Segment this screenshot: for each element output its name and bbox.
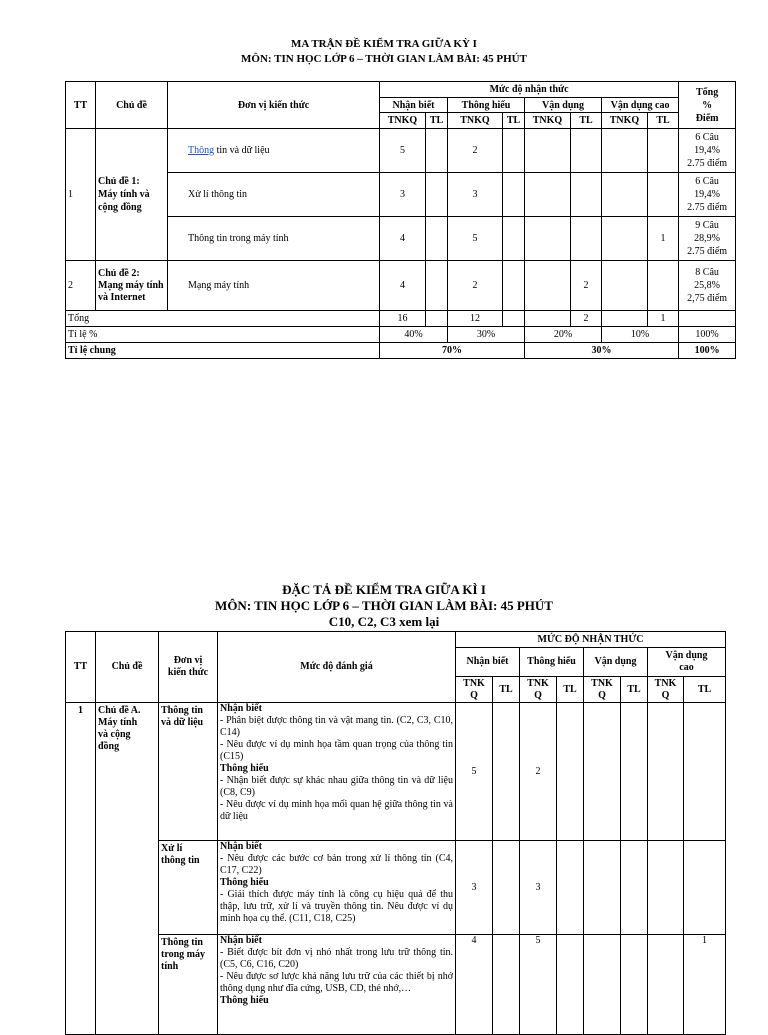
cell-th: 3 [520,841,557,935]
sub-header: TNKQ [525,113,571,129]
level-header: Vận dụng cao [648,648,726,677]
table-row [66,935,726,1035]
row-tt: 1 [66,703,96,1035]
sub-header: TL [493,677,520,703]
cell-vdc: 1 [684,935,726,1035]
spec-title: ĐẶC TẢ ĐỀ KIỂM TRA GIỮA KÌ I [282,582,486,597]
sum-th: 12 [448,311,503,327]
level-header: Thông hiểu [448,98,525,113]
cell-total: 6 Câu 19,4% 2.75 điểm [679,173,736,217]
table-row [66,841,726,935]
cell-total: 8 Câu 25,8% 2,75 điểm [679,261,736,311]
row-unit: Thông tin trong máy tính [159,935,218,1035]
cell-th: 5 [520,935,557,1035]
cell-vd [571,173,602,217]
sub-header: TNKQ [448,113,503,129]
sub-header: TNK Q [456,677,493,703]
row-tt: 2 [66,261,96,311]
col-header-level: Mức độ nhận thức [380,82,679,98]
level-header: Vận dụng [584,648,648,677]
cell-vdc [648,173,679,217]
row-eval: Nhận biết - Nêu được các bước cơ bản trong xử lí thông tin (C4, C17, C22) Thông hiểu - Giải thích được máy tính là công cụ hiệu quả để thu thập, lưu trữ, xử lí và truyền thông tin. Nêu được ví dụ minh họa cụ thể. (C11, C18, C25) [218,841,456,935]
row-unit: Thông tin và dữ liệu [168,129,380,173]
cell-total: 6 Câu 19,4% 2.75 điểm [679,129,736,173]
sub-header: TNK Q [648,677,684,703]
level-header: Nhận biết [456,648,520,677]
row-eval: Nhận biết - Biết được bít đơn vị nhỏ nhất trong lưu trữ thông tin. (C5, C6, C16, C20) - Nêu được sơ lược khả năng lưu trữ của các thiết bị nhớ thông dụng như đĩa cứng, USB, CD, thẻ nhớ,… Thông hiểu [218,935,456,1035]
sub-header: TNKQ [380,113,426,129]
cell-th: 2 [448,261,503,311]
level-header: Vận dụng cao [602,98,679,113]
row-topic: Chủ đề 2: Mạng máy tính và Internet [96,261,168,311]
rate-label: Tỉ lệ % [66,327,380,343]
general-total: 100% [679,343,736,359]
row-eval: Nhận biết - Phân biệt được thông tin và vật mang tin. (C2, C3, C10, C14) - Nêu được ví dụ minh họa tầm quan trọng của thông tin (C15) Thông hiểu - Nhận biết được sự khác nhau giữa thông tin và dữ liệu (C8, C9) - Nêu được ví dụ minh họa mối quan hệ giữa thông tin và dữ liệu [218,703,456,841]
cell-th: 2 [520,703,557,841]
sum-nb: 16 [380,311,426,327]
row-unit: Xử lí thông tin [168,173,380,217]
sub-header: TNK Q [520,677,557,703]
col-header-topic: Chủ đề [96,82,168,129]
col-header-tt: TT [66,632,96,703]
col-header-total: Tổng % Điểm [679,82,736,129]
col-header-tt: TT [66,82,96,129]
cell-vdc [684,841,726,935]
cell-th: 5 [448,217,503,261]
sub-header: TL [426,113,448,129]
cell-vdc [648,261,679,311]
sub-header: TL [557,677,584,703]
level-header: Vận dụng [525,98,602,113]
cell-nb: 4 [380,217,426,261]
cell-nb: 4 [380,261,426,311]
rate-row [66,327,736,343]
cell-nb: 3 [456,841,493,935]
row-unit: Mạng máy tính [168,261,380,311]
cell-vd [571,129,602,173]
spec-note: C10, C2, C3 xem lại [328,614,440,629]
sum-vd: 2 [571,311,602,327]
col-header-topic: Chủ đề [96,632,159,703]
rate-nb: 40% [380,327,448,343]
sub-header: TNK Q [584,677,621,703]
cell-total: 9 Câu 28,9% 2.75 điểm [679,217,736,261]
col-header-eval: Mức độ đánh giá [218,632,456,703]
cell-nb: 4 [456,935,493,1035]
col-header-unit: Đơn vị kiến thức [168,82,380,129]
spec-subtitle: MÔN: TIN HỌC LỚP 6 – THỜI GIAN LÀM BÀI: 45 PHÚT [215,598,553,613]
sub-header: TL [503,113,525,129]
rate-total: 100% [679,327,736,343]
cell-nb: 5 [456,703,493,841]
cell-nb: 3 [380,173,426,217]
table-row [66,261,736,311]
table-row [66,703,726,841]
sub-header: TL [571,113,602,129]
cell-vd [571,217,602,261]
rate-th: 30% [448,327,525,343]
sub-header: TL [648,113,679,129]
row-unit: Thông tin và dữ liệu [159,703,218,841]
row-topic: Chủ đề 1: Máy tính và cộng đồng [96,129,168,261]
cell-vdc [648,129,679,173]
row-tt: 1 [66,129,96,261]
cell-nb: 5 [380,129,426,173]
rate-vd: 20% [525,327,602,343]
col-header-level: MỨC ĐỘ NHẬN THỨC [456,632,726,648]
sum-vdc: 1 [648,311,679,327]
cell-vd: 2 [571,261,602,311]
sub-header: TL [621,677,648,703]
level-header: Thông hiểu [520,648,584,677]
matrix-table [65,81,736,359]
sub-header: TL [684,677,726,703]
level-header: Nhận biết [380,98,448,113]
general-label: Tỉ lệ chung [66,343,380,359]
row-unit: Xử lí thông tin [159,841,218,935]
col-header-unit: Đơn vị kiến thức [159,632,218,703]
cell-th: 2 [448,129,503,173]
general-b: 30% [525,343,679,359]
general-row [66,343,736,359]
cell-vdc [684,703,726,841]
sum-row [66,311,736,327]
unit-link[interactable]: Thông [188,145,215,156]
rate-vdc: 10% [602,327,679,343]
general-a: 70% [380,343,525,359]
spec-table [65,631,726,1035]
cell-vdc: 1 [648,217,679,261]
table-row [66,129,736,173]
sub-header: TNKQ [602,113,648,129]
row-unit: Thông tin trong máy tính [168,217,380,261]
matrix-title: MA TRẬN ĐỀ KIỂM TRA GIỮA KỲ I [291,38,477,50]
row-topic: Chủ đề A. Máy tính và cộng đồng [96,703,159,1035]
sum-label: Tổng [66,311,380,327]
matrix-subtitle: MÔN: TIN HỌC LỚP 6 – THỜI GIAN LÀM BÀI: 45 PHÚT [241,53,527,65]
cell-th: 3 [448,173,503,217]
